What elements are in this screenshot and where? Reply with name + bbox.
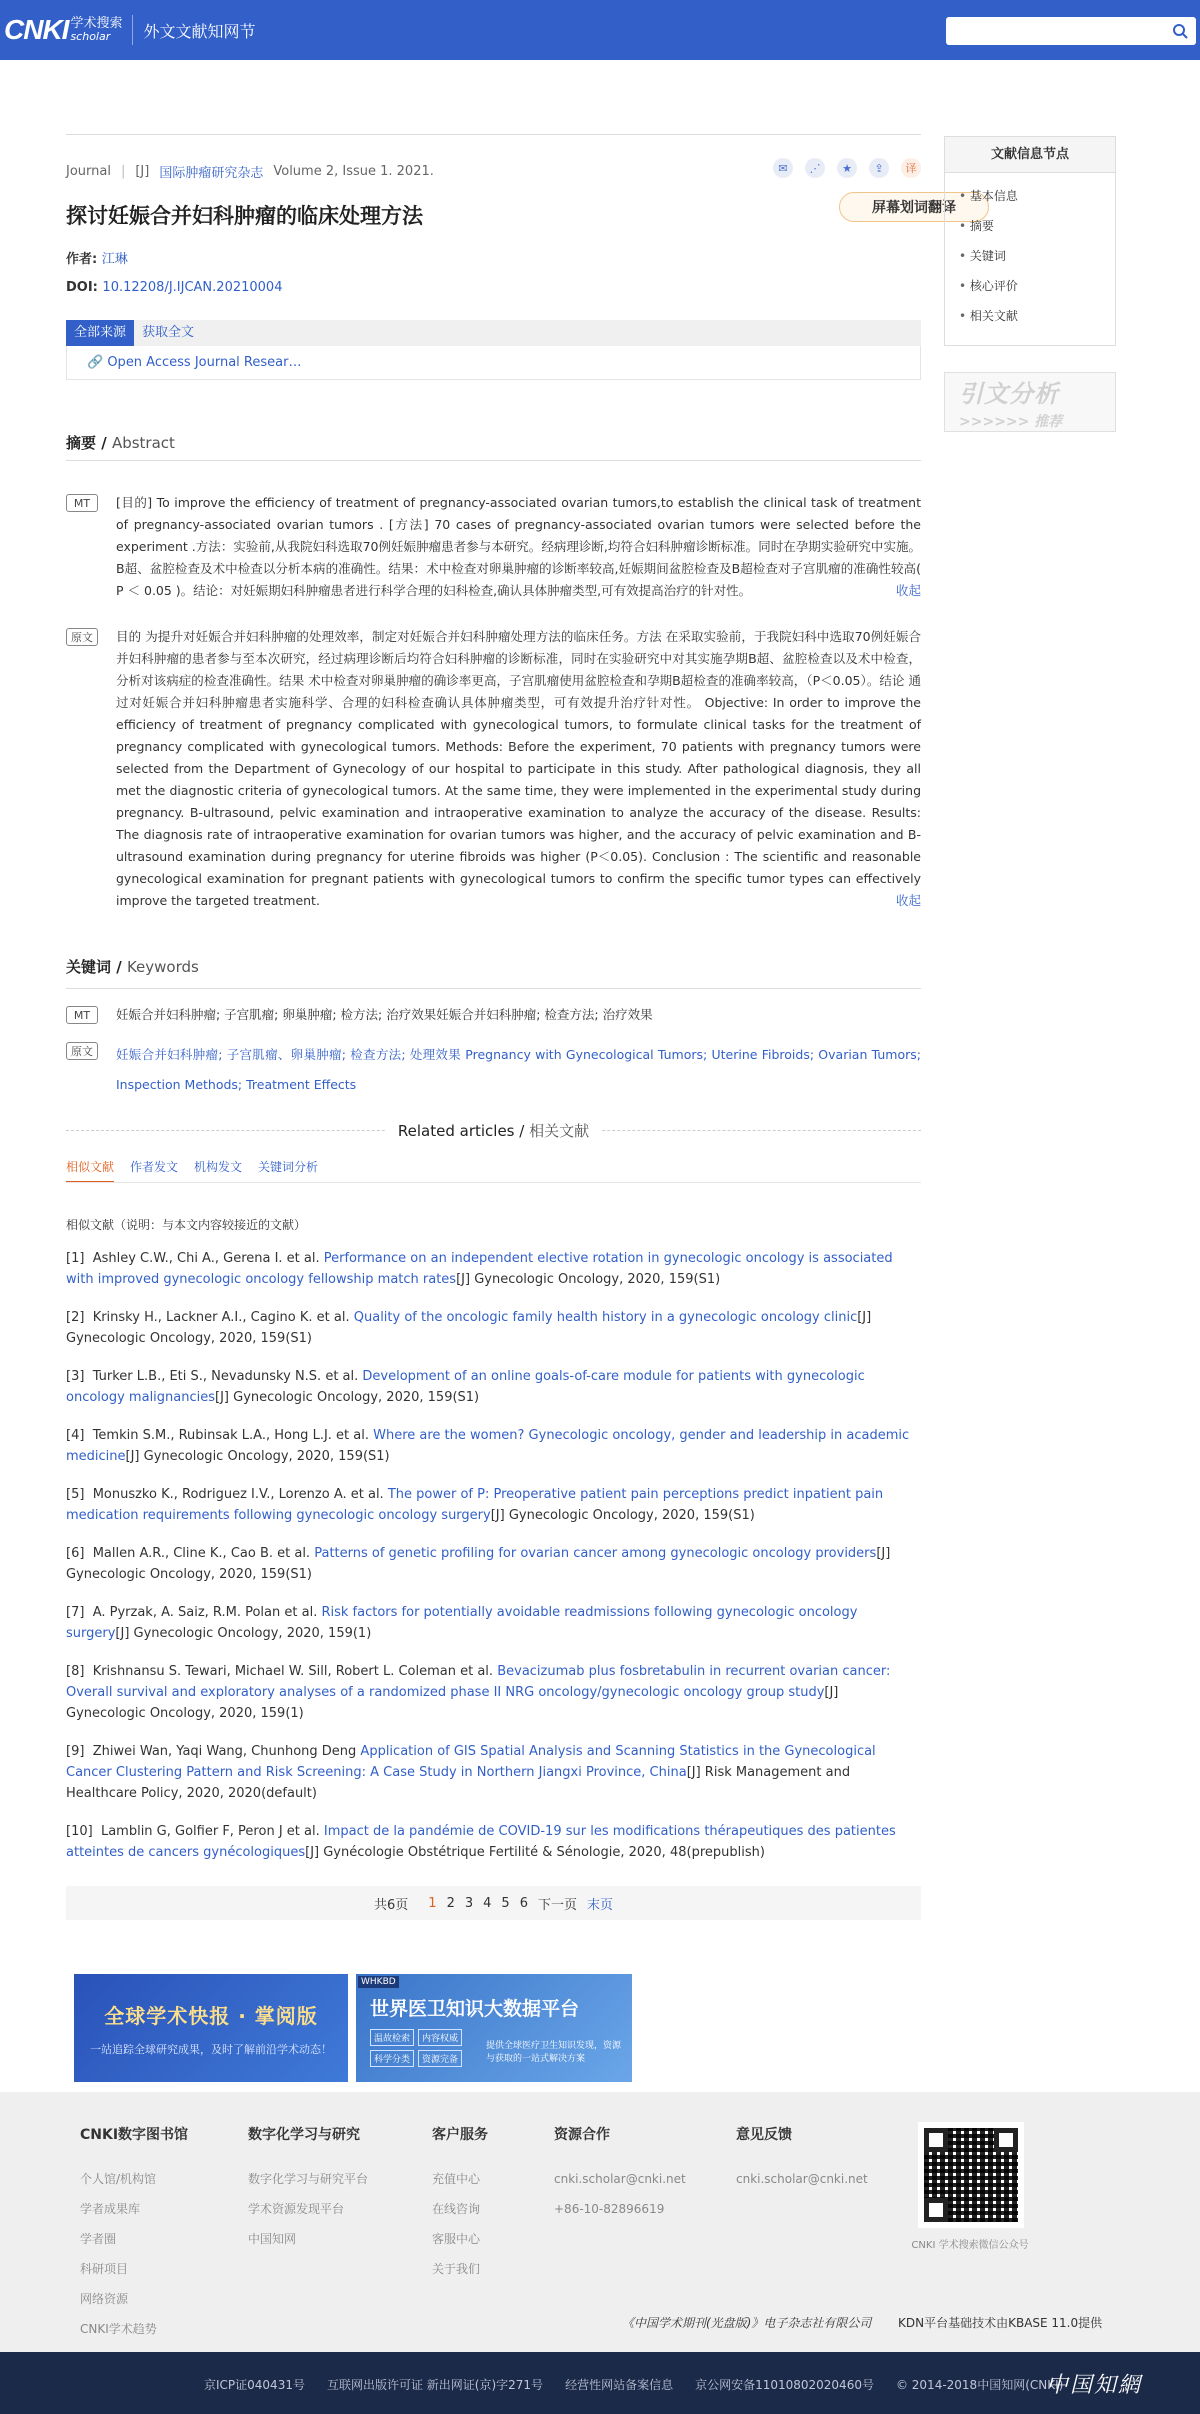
keywords-orig-row: [66, 1040, 921, 1100]
source-link[interactable]: Open Access Journal Resear…: [107, 355, 302, 370]
keywords-orig-links[interactable]: 妊娠合并妇科肿瘤; 子宫肌瘤、卵巢肿瘤; 检查方法; 处理效果 Pregnancy with Gynecological Tumors; Uterine Fibroids; Ovarian Tumors; Inspection Methods; Treatment Effects: [116, 1047, 921, 1092]
doi-label: DOI:: [66, 280, 98, 295]
next-page-link[interactable]: 下一页: [537, 1897, 577, 1913]
article-type: Journal: [66, 164, 111, 179]
pagination: [66, 1886, 921, 1920]
author-line: [66, 248, 128, 267]
list-item: [3] Turker L.B., Eti S., Nevadunsky N.S. et al. Development of an online goals-of-care module for patients with gynecologic oncology malignancies[J] Gynecologic Oncology, 2020, 159(S1): [66, 1369, 865, 1405]
footer-col-learning: 数字化学习与研究 数字化学习与研究平台 学术资源发现平台 中国知网: [248, 2127, 369, 2246]
keywords-mt-row: [66, 1004, 921, 1026]
page-total: 共6页: [374, 1897, 409, 1913]
export-icon[interactable]: ⇪: [869, 158, 889, 178]
footer-col-feedback: 意见反馈 cnki.scholar@cnki.net: [736, 2127, 868, 2186]
translate-icon[interactable]: 译: [901, 158, 921, 178]
abstract-mt-row: [66, 492, 921, 602]
footer: [0, 2092, 1200, 2352]
page-link-2[interactable]: 2: [446, 1895, 455, 1911]
list-item: [4] Temkin S.M., Rubinsak L.A., Hong L.J. et al. Where are the women? Gynecologic oncology, gender and leadership in academic medicine[J] Gynecologic Oncology, 2020, 159(S1): [66, 1428, 910, 1464]
ref-title-link[interactable]: Bevacizumab plus fosbretabulin in recurrent ovarian cancer: Overall survival and exploratory analyses of a randomized phase II NRG oncology/gynecologic oncology group study: [66, 1664, 891, 1700]
article-meta: Journal | [J] 国际肿瘤研究杂志 Volume 2, Issue 1. 2021.: [66, 164, 434, 181]
tab-get-fulltext[interactable]: 获取全文: [142, 325, 195, 340]
footer-col-service: 客户服务 充值中心 在线咨询 客服中心 关于我们: [432, 2127, 488, 2276]
page-link-1[interactable]: 1: [428, 1895, 437, 1911]
list-item: [8] Krishnansu S. Tewari, Michael W. Sill, Robert L. Coleman et al. Bevacizumab plus fosbretabulin in recurrent ovarian cancer: Overall survival and exploratory analyses of a randomized phase II NRG oncology/gynecologic oncology group study[J] Gynecologic Oncology, 2020, 159(1): [66, 1664, 891, 1721]
page-link-3[interactable]: 3: [464, 1895, 474, 1911]
ref-title-link[interactable]: Application of GIS Spatial Analysis and Scanning Statistics in the Gynecological Cancer Clustering Pattern and Risk Screening: A Case Study in Northern Jiangxi Province, China: [66, 1744, 876, 1780]
doi-line: [66, 280, 282, 295]
wechat-qr-code: [918, 2122, 1024, 2228]
page-link-5[interactable]: 5: [501, 1895, 510, 1911]
author-link[interactable]: 江琳: [101, 252, 128, 267]
original-badge: 原文: [66, 628, 98, 646]
article-type-tag: [J]: [135, 164, 150, 179]
copyright: © 2014-2018中国知网(CNKI): [895, 2378, 1064, 2392]
website-record[interactable]: 经营性网站备案信息: [565, 2378, 674, 2392]
article-issue: Volume 2, Issue 1. 2021.: [273, 164, 434, 179]
article-title: 探讨妊娠合并妇科肿瘤的临床处理方法: [66, 204, 423, 228]
list-item: [6] Mallen A.R., Cline K., Cao B. et al. Patterns of genetic profiling for ovarian cancer among gynecologic oncology providers[J] Gynecologic Oncology, 2020, 159(S1): [66, 1546, 891, 1582]
paperclip-icon: 🔗: [87, 355, 104, 370]
tab-author-articles[interactable]: 作者发文: [130, 1160, 179, 1174]
logo-text: CNKI: [4, 14, 69, 45]
tab-similar[interactable]: 相似文献: [66, 1158, 114, 1183]
site-name: 外文文献知网节: [143, 21, 256, 41]
ref-title-link[interactable]: Quality of the oncologic family health history in a gynecologic oncology clinic: [353, 1310, 858, 1325]
medical-knowledge-banner[interactable]: WHKBD 世界医卫知识大数据平台 温故检索 内容权威 科学分类 资源完备 提供全球医疗卫生知识发现，资源与获取的一站式解决方案: [356, 1974, 632, 2082]
tab-keyword-analysis[interactable]: 关键词分析: [258, 1160, 319, 1174]
footer-col-cooperation: 资源合作 cnki.scholar@cnki.net +86-10-82896619: [554, 2127, 686, 2216]
qr-caption: CNKI 学术搜索微信公众号: [911, 2240, 1029, 2251]
scholar-express-banner[interactable]: 全球学术快报 · 掌阅版 一站追踪全球研究成果，及时了解前沿学术动态！: [74, 1974, 348, 2082]
original-badge: 原文: [66, 1042, 98, 1060]
publisher-text: 《中国学术期刊(光盘版)》电子杂志社有限公司: [622, 2316, 872, 2330]
reference-list: [66, 1248, 921, 1880]
list-item: [2] Krinsky H., Lackner A.I., Cagino K. et al. Quality of the oncologic family health history in a gynecologic oncology clinic[J] Gynecologic Oncology, 2020, 159(S1): [66, 1310, 872, 1346]
legal-bar: [0, 2352, 1200, 2414]
ref-title-link[interactable]: Risk factors for potentially avoidable readmissions following gynecologic oncology surgery: [66, 1605, 858, 1641]
abstract-orig-row: [66, 626, 921, 912]
translate-tooltip[interactable]: 屏幕划词翻译: [839, 192, 989, 222]
cnki-brand-logo: 中国知網: [1046, 2373, 1143, 2398]
mt-badge: MT: [66, 1006, 98, 1024]
abstract-rule: [66, 460, 921, 461]
logo-cn: 学术搜索: [70, 16, 123, 31]
top-bar: [0, 0, 1200, 60]
sidebar-item-basic-info[interactable]: • 基本信息: [959, 181, 1115, 211]
search-icon[interactable]: [1172, 23, 1188, 43]
journal-link[interactable]: 国际肿瘤研究杂志: [159, 166, 264, 181]
list-item: [5] Monuszko K., Rodriguez I.V., Lorenzo A. et al. The power of P: Preoperative patient pain perceptions predict inpatient pain medication requirements following gynecologic oncology surgery[J] Gynecologic Oncology, 2020, 159(S1): [66, 1487, 884, 1523]
public-security-record[interactable]: 京公网安备11010802020460号: [695, 2378, 874, 2392]
logo-en: scholar: [70, 30, 111, 43]
sidebar-title: 文献信息节点: [945, 137, 1115, 173]
publishing-license[interactable]: 互联网出版许可证 新出网证(京)字271号: [326, 2378, 544, 2392]
cnki-logo[interactable]: [0, 0, 255, 60]
ref-title-link[interactable]: Development of an online goals-of-care module for patients with gynecologic oncology malignancies: [66, 1369, 865, 1405]
similar-note: 相似文献（说明：与本文内容较接近的文献）: [66, 1218, 307, 1232]
page-link-6[interactable]: 6: [519, 1895, 528, 1911]
article-tools: [773, 158, 921, 178]
collapse-link[interactable]: 收起: [895, 893, 921, 908]
abstract-mt-text: [目的] To improve the efficiency of treatment of pregnancy-associated ovarian tumors,to establish the clinical task of treatment of pregnancy-associated ovarian tumors . [方法] 70 cases of pregnancy-associated ovarian tumors were selected before the experiment .方法：实验前,从我院妇科选取70例妊娠肿瘤患者参与本研究。经病理诊断,均符合妇科肿瘤诊断标准。同时在孕期实验研究中实施。B超、盆腔检查及术中检查以分析本病的准确性。结果：术中检查对卵巢肿瘤的诊断率较高,妊娠期间盆腔检查及B超检查对子宫肌瘤的准确性较高( P ＜ 0.05 )。结论：对妊娠期妇科肿瘤患者进行科学合理的妇科检查,确认具体肿瘤类型,可有效提高治疗的针对性。: [116, 495, 921, 598]
related-tabs: [66, 1158, 318, 1183]
footer-col-library: CNKI数字图书馆 个人馆/机构馆 学者成果库 学者圈 科研项目 网络资源 CNKI学术趋势: [80, 2127, 189, 2336]
ref-title-link[interactable]: The power of P: Preoperative patient pain perceptions predict inpatient pain medication requirements following gynecologic oncology surgery: [66, 1487, 884, 1523]
abstract-orig-text: 目的 为提升对妊娠合并妇科肿瘤的处理效率，制定对妊娠合并妇科肿瘤处理方法的临床任务。方法 在采取实验前，于我院妇科中选取70例妊娠合并妇科肿瘤的患者参与至本次研究，经过病理诊断后均符合妇科肿瘤的诊断标准，同时在实验研究中对其实施孕期B超、盆腔检查以及术中检查，分析对该病症的检查准确性。结果 术中检查对卵巢肿瘤的确诊率更高，子宫肌瘤使用盆腔检查和孕期B超检查的准确率较高，（P＜0.05）。结论 通过对妊娠合并妇科肿瘤患者实施科学、合理的妇科检查确认具体肿瘤类型，可有效提升治疗针对性。 Objective: In order to improve the efficiency of treatment of pregnancy complicated with gynecological tumors, to formulate clinical tasks for the treatment of pregnancy complicated with gynecological tumors. Methods: Before the experiment, 70 patients with pregnancy tumors were selected from the Department of Gynecology of our hospital to participate in this study. After pathological diagnosis, they all met the diagnostic criteria of gynecological tumors. At the same time, they were implemented in the experimental study during pregnancy. B-ultrasound, pelvic examination and intraoperative examination to analyze the accuracy of the disease. Results: The diagnosis rate of intraoperative examination for ovarian tumors was higher, and the accuracy of pelvic examination and B-ultrasound examination during pregnancy for uterine fibroids was higher (P＜0.05). Conclusion : The scientific and reasonable gynecological examination for pregnant patients with gynecological tumors to confirm the specific tumor types can effectively improve the targeted treatment.: [116, 629, 921, 908]
logo-divider: [132, 15, 133, 45]
list-item: [7] A. Pyrzak, A. Saiz, R.M. Polan et al. Risk factors for potentially avoidable readmissions following gynecologic oncology surgery[J] Gynecologic Oncology, 2020, 159(1): [66, 1605, 858, 1641]
tab-all-sources[interactable]: 全部来源: [66, 320, 134, 346]
author-label: 作者:: [66, 252, 98, 267]
favorite-star-icon[interactable]: ★: [837, 158, 857, 178]
related-heading: Related articles / 相关文献: [66, 1120, 921, 1140]
abstract-heading: 摘要 / Abstract: [66, 434, 175, 452]
keywords-rule: [66, 988, 921, 989]
sidebar-item-keywords[interactable]: • 关键词: [959, 241, 1115, 271]
sidebar-item-related[interactable]: • 相关文献: [959, 301, 1115, 331]
share-icon[interactable]: ⋰: [805, 158, 825, 178]
citation-analysis-ad[interactable]: 引文分析 >>>>>> 推荐: [944, 372, 1116, 432]
top-search-box: [946, 17, 1196, 45]
info-node-sidebar: [944, 136, 1116, 346]
ref-title-link[interactable]: Where are the women? Gynecologic oncology, gender and leadership in academic medicine: [66, 1428, 910, 1464]
list-item: [9] Zhiwei Wan, Yaqi Wang, Chunhong Deng Application of GIS Spatial Analysis and Scanning Statistics in the Gynecological Cancer Clustering Pattern and Risk Screening: A Case Study in Northern Jiangxi Province, China[J] Risk Management and Healthcare Policy, 2020, 2020(default): [66, 1744, 876, 1801]
page-link-4[interactable]: 4: [483, 1895, 492, 1911]
top-rule: [66, 134, 921, 135]
email-icon[interactable]: ✉: [773, 158, 793, 178]
keywords-heading: 关键词 / Keywords: [66, 958, 199, 976]
collapse-link[interactable]: 收起: [895, 583, 921, 598]
list-item: [10] Lamblin G, Golfier F, Peron J et al. Impact de la pandémie de COVID-19 sur les modifications thérapeutiques des patientes atteintes de cancers gynécologiques[J] Gynécologie Obstétrique Fertilité & Sénologie, 2020, 48(prepublish): [66, 1824, 896, 1860]
search-input[interactable]: [946, 17, 1156, 45]
keywords-mt-text: 妊娠合并妇科肿瘤; 子宫肌瘤; 卵巢肿瘤; 检方法; 治疗效果妊娠合并妇科肿瘤; 检查方法; 治疗效果: [116, 1007, 653, 1022]
last-page-link[interactable]: 末页: [586, 1897, 613, 1913]
source-tabs: [66, 320, 921, 346]
ref-title-link[interactable]: Impact de la pandémie de COVID-19 sur les modifications thérapeutiques des patientes atteintes de cancers gynécologiques: [66, 1824, 896, 1860]
source-list: [66, 346, 921, 380]
ref-title-link[interactable]: Patterns of genetic profiling for ovarian cancer among gynecologic oncology providers: [314, 1546, 877, 1561]
list-item: [1] Ashley C.W., Chi A., Gerena I. et al. Performance on an independent elective rotation in gynecologic oncology is associated with improved gynecologic oncology fellowship match rates[J] Gynecologic Oncology, 2020, 159(S1): [66, 1251, 893, 1287]
sidebar-item-abstract[interactable]: • 摘要: [959, 211, 1115, 241]
ref-title-link[interactable]: Performance on an independent elective rotation in gynecologic oncology is associated with improved gynecologic oncology fellowship match rates: [66, 1251, 893, 1287]
icp-license[interactable]: 京ICP证040431号: [204, 2378, 305, 2392]
mt-badge: MT: [66, 494, 98, 512]
kbase-text: KDN平台基础技术由KBASE 11.0提供: [898, 2316, 1103, 2330]
tab-institution-articles[interactable]: 机构发文: [194, 1160, 243, 1174]
sidebar-item-core-evaluation[interactable]: • 核心评价: [959, 271, 1115, 301]
doi-link[interactable]: 10.12208/J.IJCAN.20210004: [102, 280, 283, 295]
